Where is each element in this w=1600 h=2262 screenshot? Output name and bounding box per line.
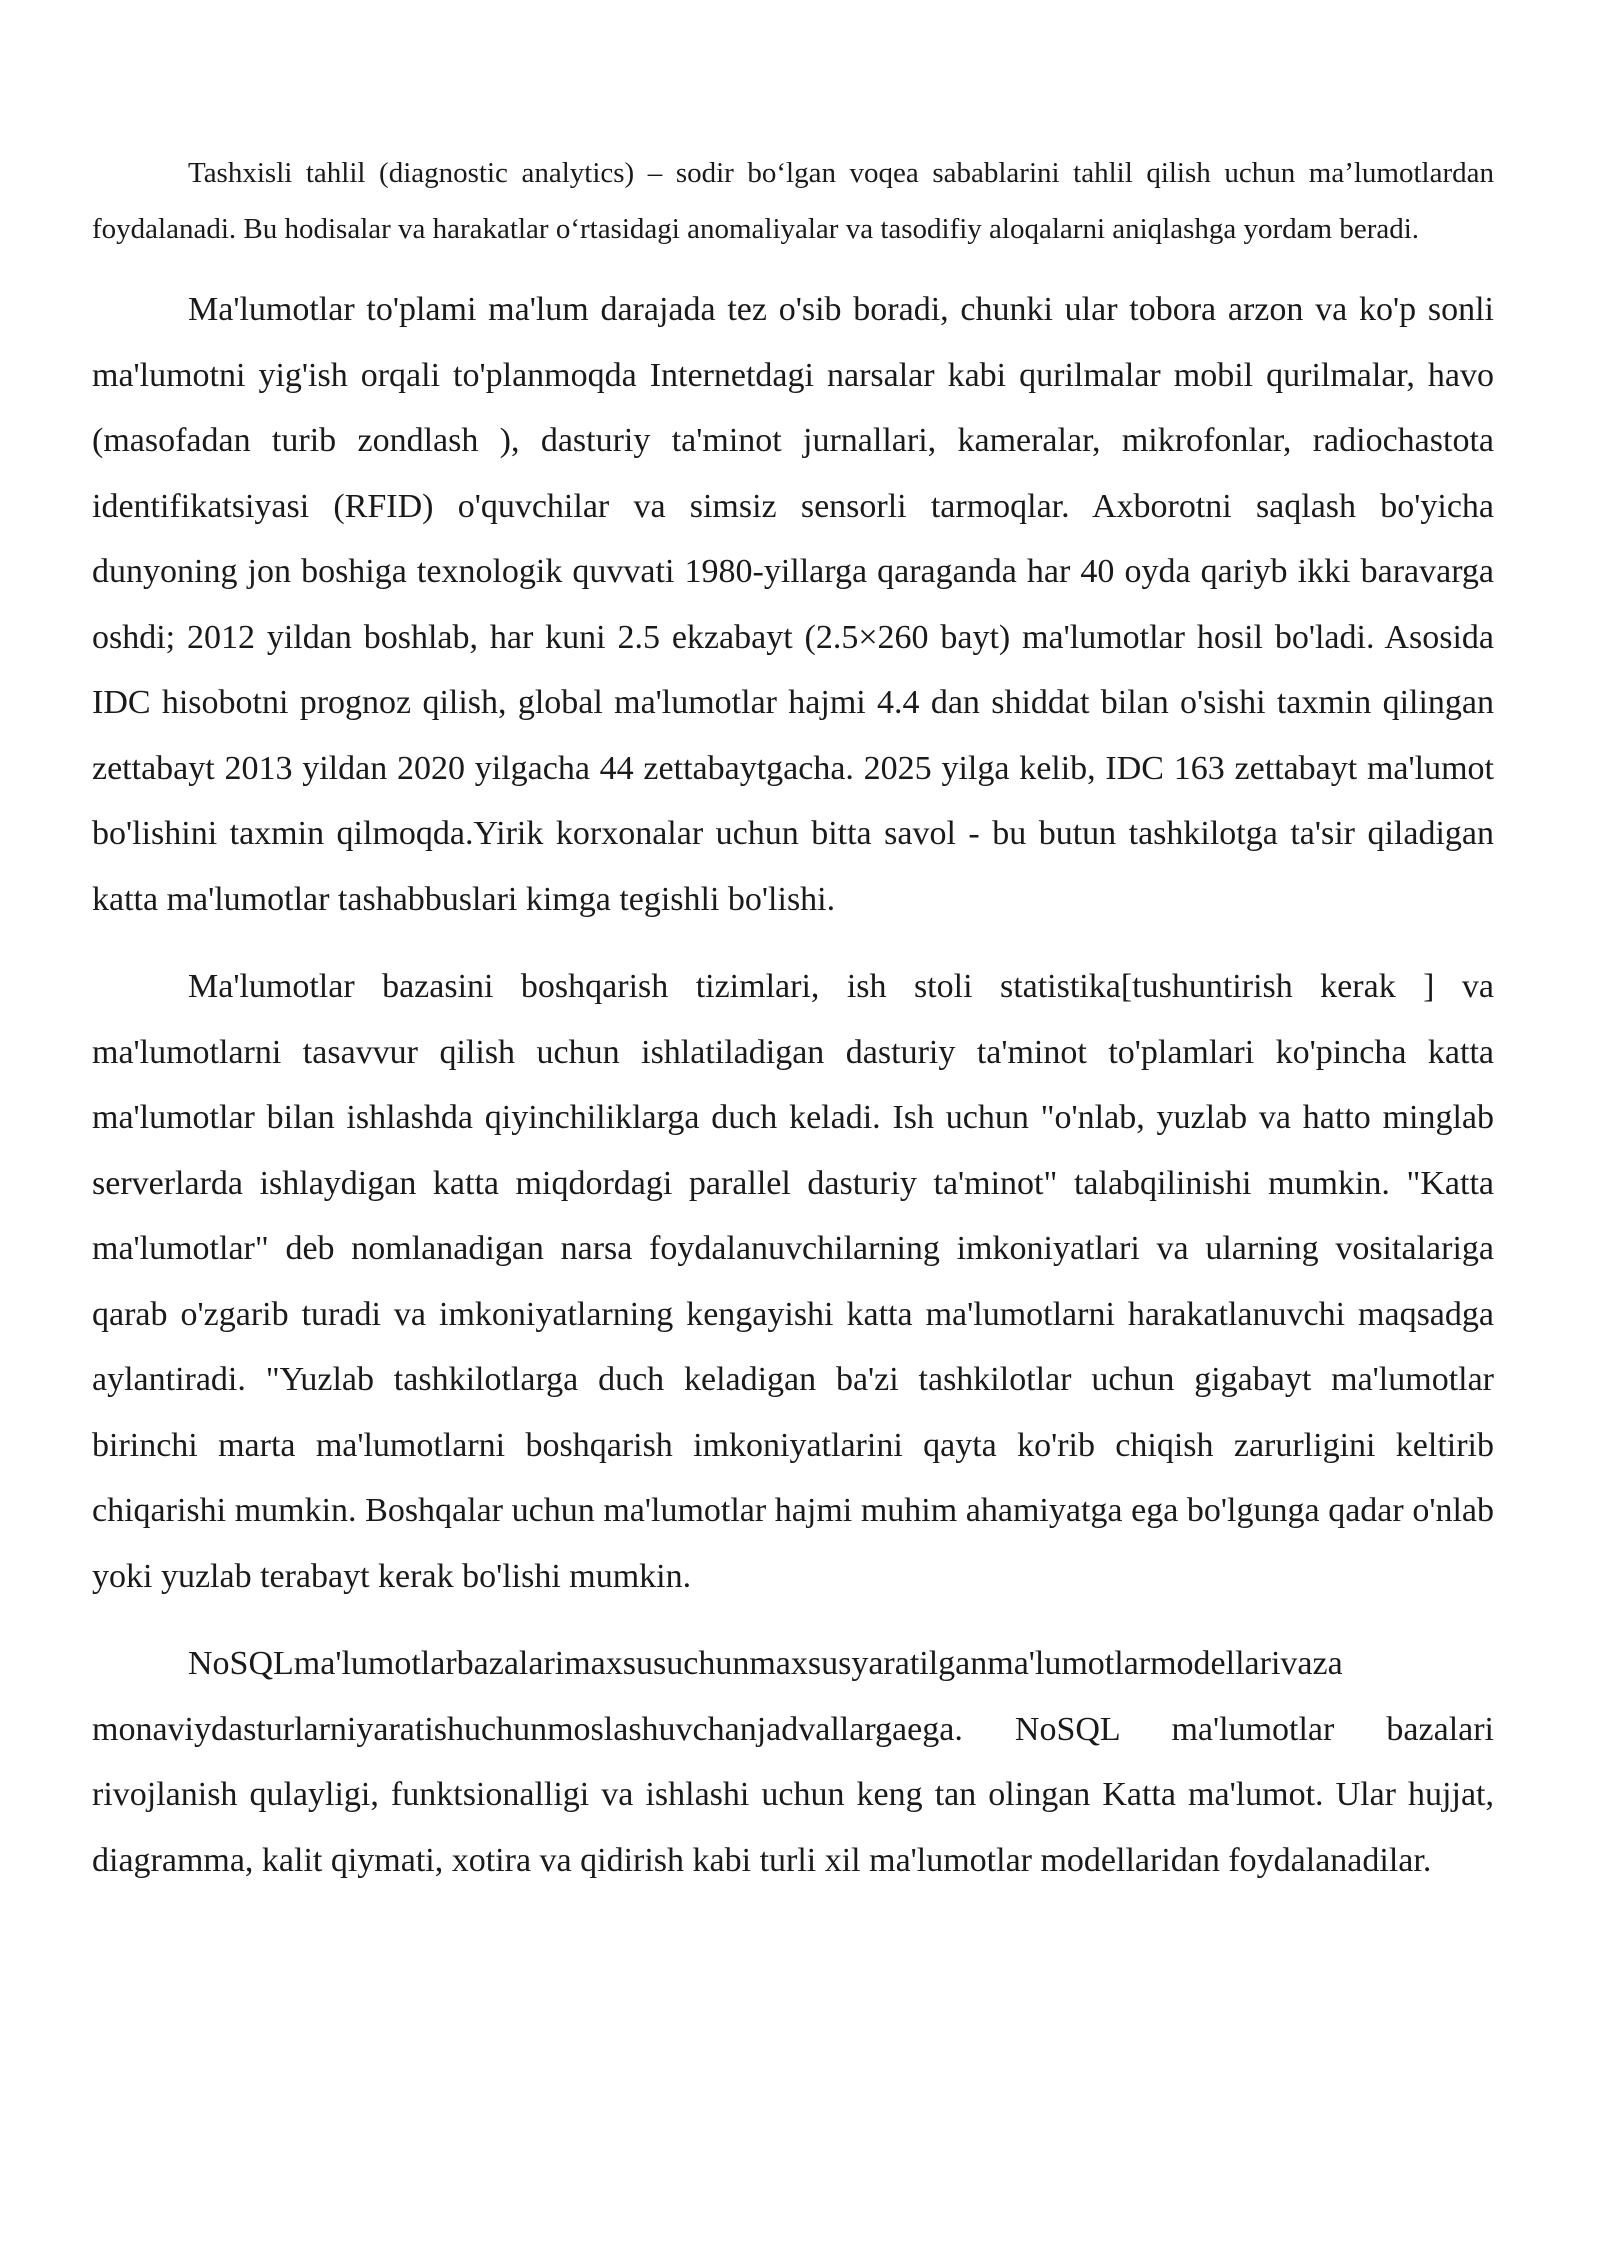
document-body <box>92 145 1494 1915</box>
paragraph-nosql: NoSQLma'lumotlarbazalarimaxsusuchunmaxsusyaratilganma'lumotlarmodellarivaza monaviydasturlarniyaratishuchunmoslashuvchanjadvallargaega. NoSQL ma'lumotlar bazalari rivojlanish qulayligi, funktsionalligi va ishlashi uchun keng tan olingan Katta ma'lumot. Ular hujjat, diagramma, kalit qiymati, xotira va qidirish kabi turli xil ma'lumotlar modellaridan foydalanadilar. <box>92 1645 1494 1879</box>
paragraph-data-management-systems: Ma'lumotlar bazasini boshqarish tizimlari, ish stoli statistika[tushuntirish kerak ] va ma'lumotlarni tasavvur qilish uchun ishlatiladigan dasturiy ta'minot to'plamlari ko'pincha katta ma'lumotlar bilan ishlashda qiyinchiliklarga duch keladi. Ish uchun "o'nlab, yuzlab va hatto minglab serverlarda ishlaydigan katta miqdordagi parallel dasturiy ta'minot" talabqilinishi mumkin. "Katta ma'lumotlar" deb nomlanadigan narsa foydalanuvchilarning imkoniyatlari va ularning vositalariga qarab o'zgarib turadi va imkoniyatlarning kengayishi katta ma'lumotlarni harakatlanuvchi maqsadga aylantiradi. "Yuzlab tashkilotlarga duch keladigan ba'zi tashkilotlar uchun gigabayt ma'lumotlar birinchi marta ma'lumotlarni boshqarish imkoniyatlarini qayta ko'rib chiqish zarurligini keltirib chiqarishi mumkin. Boshqalar uchun ma'lumotlar hajmi muhim ahamiyatga ega bo'lgunga qadar o'nlab yoki yuzlab terabayt kerak bo'lishi mumkin. <box>92 968 1494 1595</box>
paragraph-diagnostic-analytics: Tashxisli tahlil (diagnostic analytics) – sodir bo‘lgan voqea sabablarini tahlil qilish uchun ma’lumotlardan foydalanadi. Bu hodisalar va harakatlar o‘rtasidagi anomaliyalar va tasodifiy aloqalarni aniqlashga yordam beradi. <box>92 157 1494 245</box>
paragraph-data-growth: Ma'lumotlar to'plami ma'lum darajada tez o'sib boradi, chunki ular tobora arzon va ko'p sonli ma'lumotni yig'ish orqali to'planmoqda Internetdagi narsalar kabi qurilmalar mobil qurilmalar, havo (masofadan turib zondlash ), dasturiy ta'minot jurnallari, kameralar, mikrofonlar, radiochastota identifikatsiyasi (RFID) o'quvchilar va simsiz sensorli tarmoqlar. Axborotni saqlash bo'yicha dunyoning jon boshiga texnologik quvvati 1980-yillarga qaraganda har 40 oyda qariyb ikki baravarga oshdi; 2012 yildan boshlab, har kuni 2.5 ekzabayt (2.5×260 bayt) ma'lumotlar hosil bo'ladi. Asosida IDC hisobotni prognoz qilish, global ma'lumotlar hajmi 4.4 dan shiddat bilan o'sishi taxmin qilingan zettabayt 2013 yildan 2020 yilgacha 44 zettabaytgacha. 2025 yilga kelib, IDC 163 zettabayt ma'lumot bo'lishini taxmin qilmoqda.Yirik korxonalar uchun bitta savol - bu butun tashkilotga ta'sir qiladigan katta ma'lumotlar tashabbuslari kimga tegishli bo'lishi. <box>92 291 1494 918</box>
